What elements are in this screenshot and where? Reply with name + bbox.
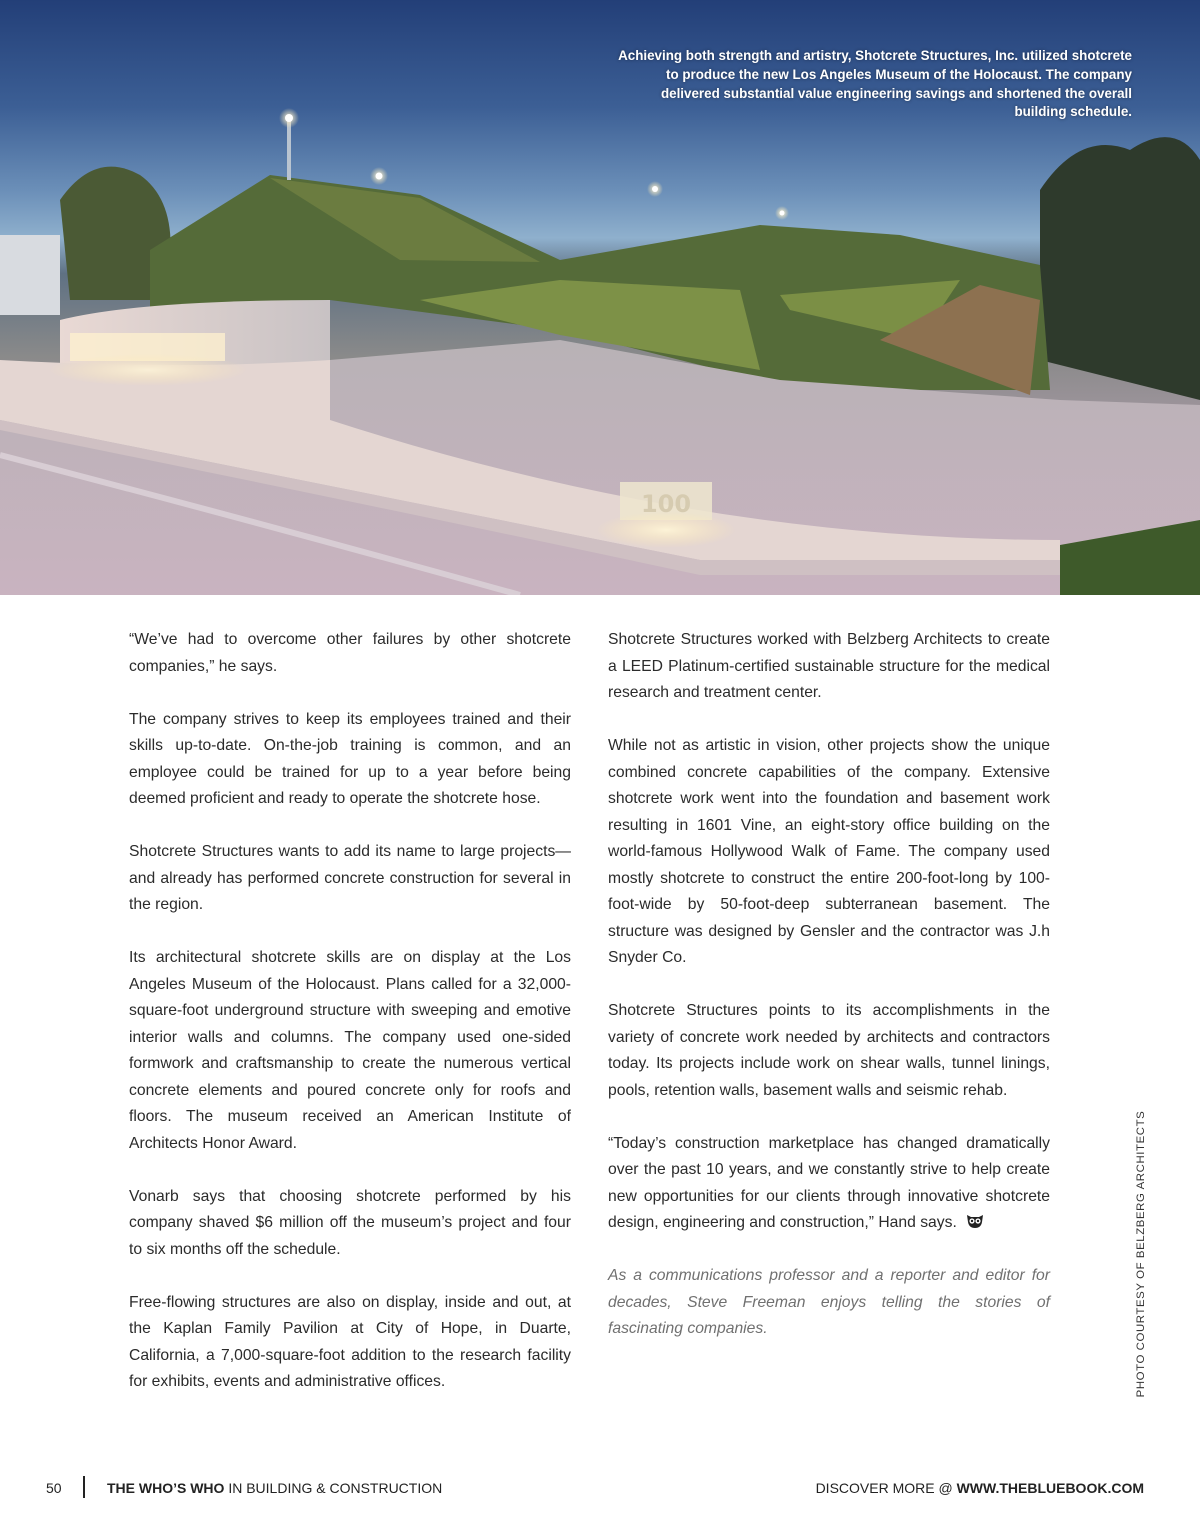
photo-credit xyxy=(1133,1110,1149,1398)
publication-name-rest: IN BUILDING & CONSTRUCTION xyxy=(224,1480,443,1496)
owl-end-mark-icon xyxy=(965,1213,985,1229)
discover-prefix: DISCOVER MORE @ xyxy=(815,1480,957,1496)
hero-photo xyxy=(0,0,1200,595)
page-number: 50 xyxy=(46,1480,62,1496)
discover-url[interactable]: WWW.THEBLUEBOOK.COM xyxy=(956,1480,1144,1496)
photo-credit-text: PHOTO COURTESY OF BELZBERG ARCHITECTS xyxy=(1135,1110,1147,1398)
paragraph: Vonarb says that choosing shotcrete performed by his company shaved $6 million off the museum’s project and four to six months off the schedule. xyxy=(129,1187,571,1258)
photo-caption: Achieving both strength and artistry, Shotcrete Structures, Inc. utilized shotcrete to produce the new Los Angeles Museum of the Holocaust. The company delivered substantial value engineering savings and shortened the overall building schedule. xyxy=(618,48,1132,120)
paragraph: The company strives to keep its employees trained and their skills up-to-date. On-the-job training is common, and an employee could be trained for up to a year before being deemed proficient and ready to operate the shotcrete hose. xyxy=(129,710,571,807)
paragraph: Its architectural shotcrete skills are on display at the Los Angeles Museum of the Holocaust. Plans called for a 32,000-square-foot underground structure with sweeping and emotive interior walls and columns. The company used one-sided formwork and craftsmanship to create the numerous vertical concrete elements and poured concrete only for roofs and floors. The museum received an American Institute of Architects Honor Award. xyxy=(129,949,571,1152)
article-right-column xyxy=(608,627,1050,1369)
paragraph: Shotcrete Structures worked with Belzberg Architects to create a LEED Platinum-certified sustainable structure for the medical research and treatment center. xyxy=(608,631,1050,701)
paragraph: Shotcrete Structures points to its accomplishments in the variety of concrete work needed by architects and contractors today. Its projects include work on shear walls, tunnel linings, pools, retention walls, basement walls and seismic rehab. xyxy=(608,1002,1050,1099)
paragraph: “We’ve had to overcome other failures by other shotcrete companies,” he says. xyxy=(129,631,571,675)
article-left-column xyxy=(129,627,571,1422)
footer-divider xyxy=(83,1476,85,1498)
paragraph: While not as artistic in vision, other projects show the unique combined concrete capabilities of the company. Extensive shotcrete work went into the foundation and basement work resulting in 1601 Vine, an eight-story office building on the world-famous Hollywood Walk of Fame. The company used mostly shotcrete to construct the entire 200-foot-long by 100-foot-wide by 50-foot-deep subterranean basement. The structure was designed by Gensler and the contractor was J.h Snyder Co. xyxy=(608,737,1050,966)
discover-more-link[interactable] xyxy=(816,1480,1144,1496)
paragraph: Shotcrete Structures wants to add its name to large projects—and already has performed concrete construction for several in the region. xyxy=(129,843,571,913)
wall-sign-number: 100 xyxy=(640,490,692,518)
author-bio: As a communications professor and a reporter and editor for decades, Steve Freeman enjoys telling the stories of fascinating companies. xyxy=(608,1267,1050,1337)
publication-name xyxy=(107,1480,442,1496)
paragraph: Free-flowing structures are also on display, inside and out, at the Kaplan Family Pavilion at City of Hope, in Duarte, California, a 7,000-square-foot addition to the research facility for exhibits, events and administrative offices. xyxy=(129,1293,571,1390)
publication-name-bold: THE WHO’S WHO xyxy=(107,1480,225,1496)
page-footer xyxy=(0,1476,1200,1500)
closing-paragraph xyxy=(608,1131,1050,1237)
paragraph-text: “Today’s construction marketplace has changed dramatically over the past 10 years, and we constantly strive to help create new opportunities for our clients through innovative shotcrete design, engineering and construction,” Hand says. xyxy=(608,1134,1050,1231)
